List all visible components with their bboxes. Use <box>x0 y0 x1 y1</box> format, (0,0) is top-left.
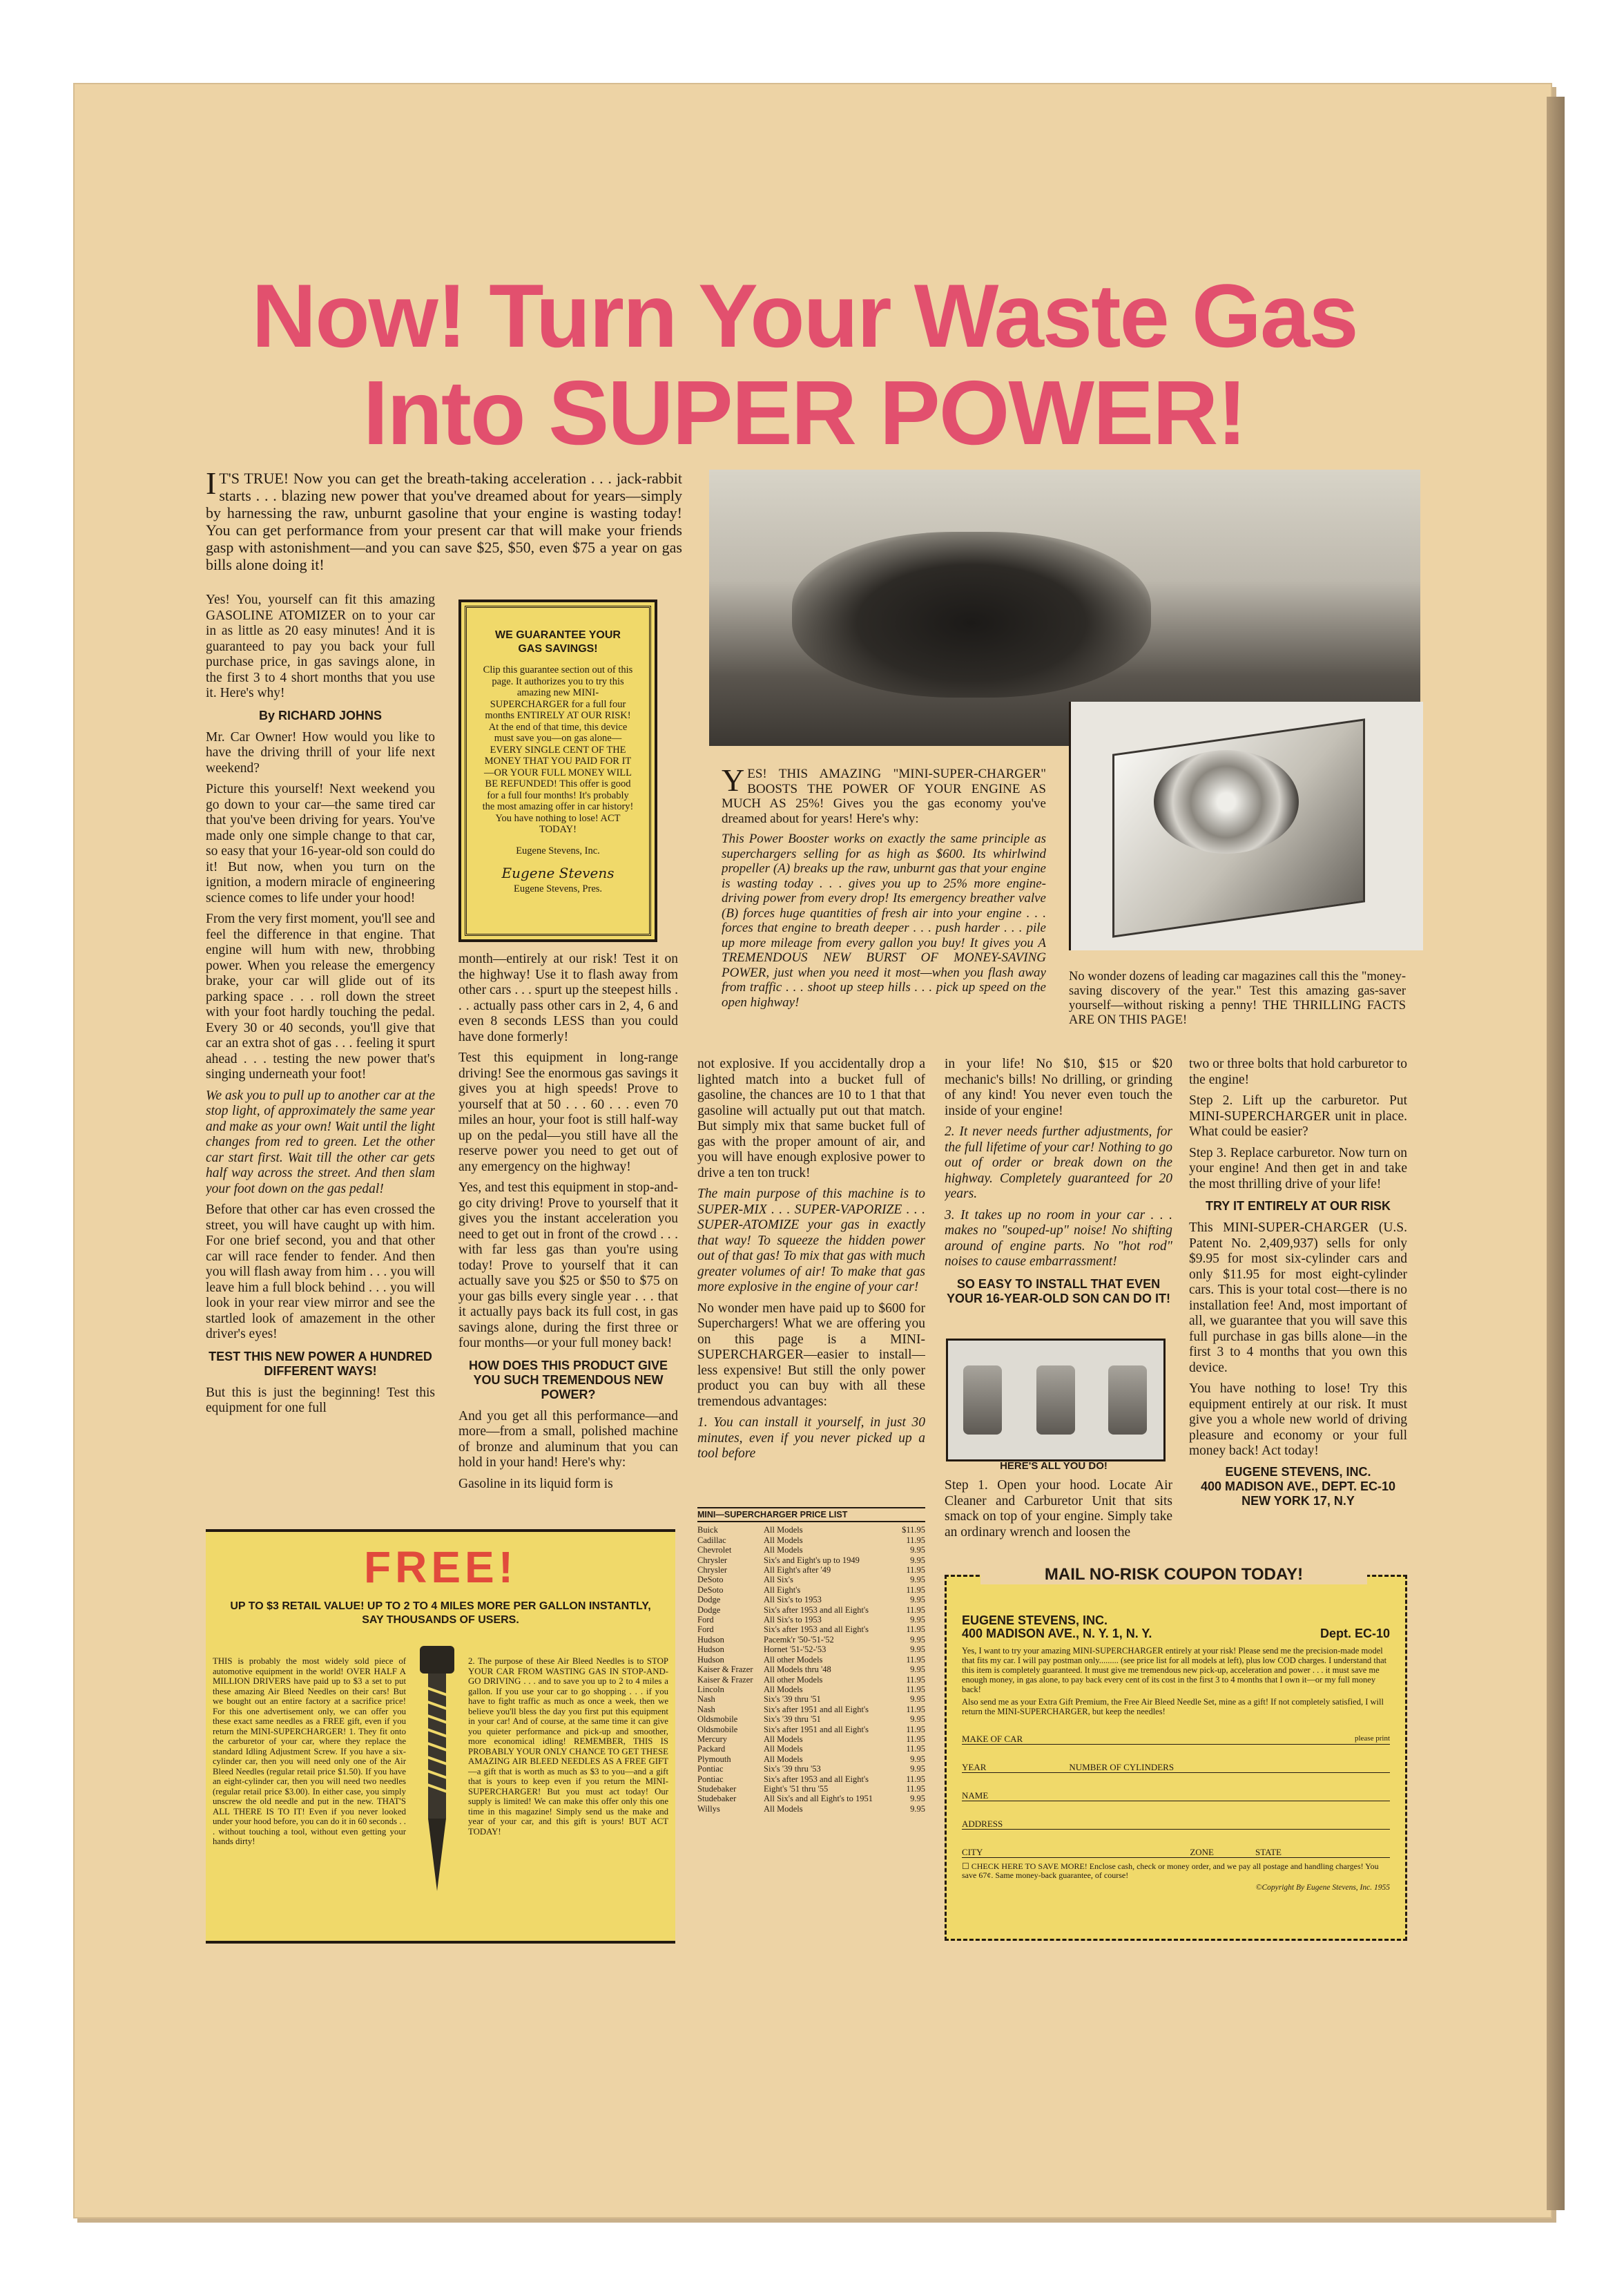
guarantee-certificate <box>458 600 657 942</box>
price-model: All other Models <box>764 1674 823 1685</box>
price-list-row <box>697 1764 925 1774</box>
col3-paragraph-1: not explosive. If you accidentally drop a lighted match into a bucket full of gasoline, the chances are 10 to 1 that that gasoline will actually put out that match. But simply mix that same bucket full of gas with the proper amount of air, and you will have enough explosive power to drive a ten ton truck! <box>697 1057 925 1180</box>
price-list-row <box>697 1535 925 1545</box>
col3-paragraph-2: The main purpose of this machine is to SUPER-MIX . . . SUPER-VAPORIZE . . . SUPER-ATOMIZE your gas in exactly that way! To squeeze the hidden power out of that gas! To mix that gas with much greater volumes of air! To make that gas more explosive in the engine of your car! <box>697 1187 925 1294</box>
price-model: All Six's to 1953 <box>764 1615 822 1625</box>
coupon-body-1: Yes, I want to try your amazing MINI-SUPERCHARGER entirely at your risk! Please send me the precision-made model that fits my car. I will pay postman only......... (see price list for all models at left), plus low COD charges. I understand that this item is completely guaranteed. It must give me tremendous new pick-up, acceleration and power . . . it must save me enough money, in gas alone, to pay back every cent of its cost in the first 3 to 4 months that I own it—or my full money back! <box>962 1646 1387 1694</box>
price-list-row <box>697 1675 925 1685</box>
coupon-address-row <box>962 1629 1390 1639</box>
col1-paragraph-1: Yes! You, yourself can fit this amazing GASOLINE ATOMIZER on to your car in as little as 20 easy minutes! And it is guaranteed to pay you back your full purchase price, in gas savings alone, in the first 3 to 4 short months that you use it. Here's why! <box>206 593 435 700</box>
price-value: 11.95 <box>906 1674 925 1685</box>
price-make: Ford <box>697 1624 714 1635</box>
price-model: Six's after 1953 and all Eight's <box>764 1604 869 1615</box>
price-value: 9.95 <box>910 1754 925 1764</box>
price-value: 11.95 <box>906 1584 925 1595</box>
col3-paragraph-4: 1. You can install it yourself, in just 30 minutes, even if you never picked up a tool before <box>697 1415 925 1461</box>
col5-paragraph-4: This MINI-SUPER-CHARGER (U.S. Patent No. 2,409,937) sells for only $9.95 for most six-cylinder cars and only $11.95 for most eight-cylinder cars. This is your total cost—there is no installation fee! And, most important of all, we guarantee that you will save this full purchase in gas bills alone—in the first 3 to 4 months that you own this device. <box>1189 1220 1407 1375</box>
col1-subhead: TEST THIS NEW POWER A HUNDRED DIFFERENT WAYS! <box>209 1349 432 1378</box>
city-zone-state-field[interactable]: CITY ZONE STATE <box>962 1842 1390 1858</box>
price-list-row <box>697 1645 925 1654</box>
part-caption <box>1069 970 1406 1050</box>
price-model: All Eight's after '49 <box>764 1565 831 1575</box>
guarantee-signature: Eugene Stevens <box>501 865 615 881</box>
coupon-copyright: ©Copyright By Eugene Stevens, Inc. 1955 <box>1255 1883 1390 1892</box>
price-value: 9.95 <box>910 1615 925 1625</box>
price-value: 11.95 <box>906 1535 925 1545</box>
price-model: All other Models <box>764 1654 823 1665</box>
price-value: 9.95 <box>910 1645 925 1655</box>
propeller-image <box>1154 750 1299 854</box>
price-make: Studebaker <box>697 1794 737 1804</box>
diagram-caption: HERE'S ALL YOU DO! <box>1000 1460 1108 1472</box>
article-column-3 <box>697 1057 925 1499</box>
lead-paragraph <box>206 466 682 573</box>
caption-body: This Power Booster works on exactly the same principle as superchargers selling for as high as $600. Its whirlwind propeller (A) breaks up the raw, unburnt gas that your engine is wasting today . . . gives you up to 25% more engine-driving power from every drop! Its emergency breather valve (B) forces huge quantities of fresh air into your engine . . . forces that engine to breath deeper . . . push harder . . . pile up more mileage from every gallon you buy! It gives you A TREMENDOUS NEW BURST OF MONEY-SAVING POWER, just when you need it most—when you flash away from traffic . . . shoot up steep hills . . . pick up speed on the open highway! <box>722 832 1046 1010</box>
col2-paragraph-4: And you get all this performance—and more—from a small, polished machine of bronze and aluminum that you can hold in your hand! Here's why: <box>458 1408 678 1470</box>
free-gift-offer-box <box>206 1529 675 1944</box>
price-list-row <box>697 1725 925 1734</box>
air-bleed-needle-icon <box>413 1646 461 1895</box>
price-make: DeSoto <box>697 1584 724 1595</box>
price-model: All Six's to 1953 <box>764 1595 822 1605</box>
price-list-row <box>697 1605 925 1615</box>
price-model: All Models <box>764 1754 803 1764</box>
coupon-address: 400 MADISON AVE., N. Y. 1, N. Y. <box>962 1627 1152 1640</box>
price-make: Nash <box>697 1704 715 1714</box>
col4-paragraph-2: 2. It never needs further adjustments, for the full lifetime of your car! Nothing to go out of order or break down on the highway. Completely guaranteed for 20 years. <box>945 1124 1172 1201</box>
price-model: All Models <box>764 1803 803 1814</box>
lead-dropcap: I <box>206 466 217 501</box>
price-value: 9.95 <box>910 1575 925 1585</box>
price-value: 11.95 <box>906 1704 925 1714</box>
price-make: Plymouth <box>697 1754 731 1764</box>
price-list-row <box>697 1744 925 1754</box>
col1-paragraph-6: Before that other car has even crossed the street, you will have caught up with him. For one brief second, you and that other car will race fender to fender. And then you will flash away from him . . . you will leave him a full block behind . . . you will look in your rear view mirror and see the startled look of amazement in the other driver's eyes! <box>206 1202 435 1341</box>
price-model: All Six's and all Eight's to 1951 <box>764 1794 873 1804</box>
mail-coupon <box>945 1575 1407 1941</box>
price-value: 9.95 <box>910 1665 925 1675</box>
price-model: Six's after 1953 and all Eight's <box>764 1624 869 1635</box>
year-cylinders-field[interactable]: YEAR NUMBER OF CYLINDERS <box>962 1757 1390 1773</box>
price-make: Dodge <box>697 1595 721 1605</box>
price-value: 11.95 <box>906 1624 925 1635</box>
article-column-2 <box>458 952 678 1517</box>
price-list-row <box>697 1784 925 1794</box>
price-value: 11.95 <box>906 1744 925 1754</box>
price-make: Kaiser & Frazer <box>697 1674 753 1685</box>
price-make: Studebaker <box>697 1783 737 1794</box>
free-subtitle: UP TO $3 RETAIL VALUE! UP TO 2 TO 4 MILES MORE PER GALLON INSTANTLY, SAY THOUSANDS OF USERS. <box>230 1600 651 1626</box>
price-make: Packard <box>697 1744 726 1754</box>
price-value: 11.95 <box>906 1565 925 1575</box>
col5-paragraph-3: Step 3. Replace carburetor. Now turn on your engine! And then get in and take the most thrilling drive of your life! <box>1189 1145 1407 1191</box>
col2-paragraph-3: Yes, and test this equipment in stop-and-go city driving! Prove to yourself that it gives you the instant acceleration you need to get out in front of the crowd . . . with far less gas than you're using today! Prove to yourself that it can actually save you $25 or $50 to $75 on your gas bills every single year . . . that it actually pays back its full cost, in gas savings alone, during the first three or four months—or your full money back! <box>458 1180 678 1350</box>
col1-paragraph-5: We ask you to pull up to another car at the stop light, of approximately the same year and make as your own! Wait until the light changes from red to green. Let the other car start first. Wait till the other car gets half way across the street. And then slam your foot down on the gas pedal! <box>206 1088 435 1196</box>
price-value: 9.95 <box>910 1694 925 1705</box>
price-list-row <box>697 1694 925 1704</box>
price-make: DeSoto <box>697 1575 724 1585</box>
price-make: Nash <box>697 1694 715 1705</box>
guarantee-signer: Eugene Stevens, Pres. <box>513 883 603 894</box>
price-list-row <box>697 1754 925 1764</box>
caption-dropcap: Y <box>722 767 745 798</box>
col1-paragraph-7: But this is just the beginning! Test this equipment for one full <box>206 1385 435 1415</box>
price-model: Six's after 1951 and all Eight's <box>764 1724 869 1734</box>
price-list-title: MINI—SUPERCHARGER PRICE LIST <box>697 1507 925 1522</box>
price-model: Six's '39 thru '53 <box>764 1764 821 1774</box>
col1-paragraph-3: Picture this yourself! Next weekend you go down to your car—the same tired car that you've been driving for years. You've made only one simple change to that car, so easy that your 16-year-old son could do it! But now, when you turn on the ignition, a modern miracle of engineering science comes to life under your hood! <box>206 782 435 905</box>
price-list-row <box>697 1705 925 1714</box>
guarantee-body: Clip this guarantee section out of this page. It authorizes you to try this amazing new MINI-SUPERCHARGER for a full four months ENTIRELY AT OUR RISK! At the end of that time, this device must save you—on gas alone—EVERY SINGLE CENT OF THE MONEY THAT YOU PAID FOR IT—OR YOUR FULL MONEY WILL BE REFUNDED! This offer is good for a full four months! It's probably the most amazing offer in car history! You have nothing to lose! ACT TODAY! <box>482 664 634 835</box>
price-model: Eight's '51 thru '55 <box>764 1783 829 1794</box>
price-model: Six's after 1953 and all Eight's <box>764 1774 869 1784</box>
price-list-row <box>697 1575 925 1584</box>
headline-line-2: Into SUPER POWER! <box>362 362 1246 463</box>
price-model: All Models <box>764 1684 803 1694</box>
price-model: All Models <box>764 1525 803 1535</box>
price-list <box>697 1507 925 1814</box>
price-list-row <box>697 1714 925 1724</box>
page-spine <box>1547 97 1565 2210</box>
price-model: All Six's <box>764 1575 793 1585</box>
price-value: 9.95 <box>910 1555 925 1565</box>
col1-paragraph-4: From the very first moment, you'll see and feel the difference in that engine. That engine will hum with new, throbbing power. When you release the emergency brake, your car will glide out of its parking space . . . roll down the street with your foot hardly touching the pedal. Every 30 or 40 seconds, you'll give that car an extra shot of gas . . . feeling it spurt ahead . . . testing the new power that's singing underneath your foot! <box>206 912 435 1082</box>
price-value: 9.95 <box>910 1545 925 1555</box>
col2-paragraph-1: month—entirely at our risk! Test it on the highway! Use it to flash away from other cars . . . spurt up the steepest hills . . . actually pass other cars in 2, 4, 6 and even 8 seconds LESS than you could have done formerly! <box>458 952 678 1044</box>
col3-paragraph-3: No wonder men have paid up to $600 for Superchargers! What we are offering you on this page is a MINI-SUPERCHARGER—easier to install—less expensive! But still the only power product you can buy with all these tremendous advantages: <box>697 1301 925 1409</box>
price-value: 9.95 <box>910 1794 925 1804</box>
engine-step-image <box>963 1365 1002 1435</box>
price-value: 11.95 <box>906 1654 925 1665</box>
price-model: All Eight's <box>764 1584 801 1595</box>
photo-caption <box>722 767 1046 1043</box>
price-make: Buick <box>697 1525 718 1535</box>
coupon-body-2: Also send me as your Extra Gift Premium, the Free Air Bleed Needle Set, mine as a gift! If not completely satisfied, I will return the MINI-SUPERCHARGER, but keep the needles! <box>962 1697 1384 1716</box>
part-caption-text: No wonder dozens of leading car magazines call this the "money-saving discovery of the year." Test this amazing gas-saver yourself—without risking a penny! THE THRILLING FACTS ARE ON THIS PAGE! <box>1069 970 1406 1027</box>
price-list-row <box>697 1555 925 1565</box>
price-list-row <box>697 1525 925 1535</box>
price-make: Hudson <box>697 1634 724 1645</box>
col5-paragraph-2: Step 2. Lift up the carburetor. Put MINI-SUPERCHARGER unit in place. What could be easier? <box>1189 1093 1407 1139</box>
price-make: Kaiser & Frazer <box>697 1665 753 1675</box>
make-of-car-field[interactable]: MAKE OF CAR please print <box>962 1729 1390 1745</box>
article-column-1 <box>206 593 435 1514</box>
col5-paragraph-5: You have nothing to lose! Try this equipment entirely at our risk. It must give you a whole new world of driving pleasure and economy or your full money back! Act today! <box>1189 1381 1407 1458</box>
col1-paragraph-2: Mr. Car Owner! How would you like to have the driving thrill of your life next weekend? <box>206 729 435 776</box>
price-model: Hornet '51-'52-'53 <box>764 1645 826 1655</box>
price-model: Six's and Eight's up to 1949 <box>764 1555 860 1565</box>
price-list-row <box>697 1665 925 1674</box>
col2-paragraph-2: Test this equipment in long-range driving! See the enormous gas savings it gives you at high speeds! Prove to yourself that at 50 . . . 60 . . . even 70 miles an hour, your foot is still half-way up on the pedal—you still have all the reserve power you need to get out of any emergency on the highway! <box>458 1051 678 1174</box>
guarantee-company: Eugene Stevens, Inc. <box>516 845 600 856</box>
price-value: $11.95 <box>902 1525 925 1535</box>
engine-step-image <box>1036 1365 1075 1435</box>
price-value: 11.95 <box>906 1684 925 1694</box>
coupon-check-option[interactable]: ☐ CHECK HERE TO SAVE MORE! Enclose cash, check or money order, and we pay all postage and handling charges! You save 67¢. Same money-back guarantee, of course! <box>962 1861 1379 1880</box>
price-model: All Models thru '48 <box>764 1665 831 1675</box>
price-value: 9.95 <box>910 1595 925 1605</box>
price-make: Ford <box>697 1615 714 1625</box>
price-model: Pacemk'r '50-'51-'52 <box>764 1634 834 1645</box>
price-list-row <box>697 1774 925 1784</box>
price-model: Six's after 1951 and all Eight's <box>764 1704 869 1714</box>
price-model: All Models <box>764 1734 803 1744</box>
price-make: Chevrolet <box>697 1545 732 1555</box>
article-column-5 <box>1189 1057 1407 1547</box>
coupon-title: MAIL NO-RISK COUPON TODAY! <box>980 1565 1367 1584</box>
col4-paragraph-1: in your life! No $10, $15 or $20 mechanic's bills! No drilling, or grinding of any kind! You never even touch the inside of your engine! <box>945 1057 1172 1118</box>
free-right-text: 2. The purpose of these Air Bleed Needles is to STOP YOUR CAR FROM WASTING GAS IN STOP-AND-GO DRIVING . . . and to save you up to 2 to 4 miles a gallon. If you use your car to go shopping . . . if you have to fight traffic as much as once a week, then we believe you'll bless the day you first put this equipment in your car! And of course, at the same time it can give you quieter performance and pick-up and smoother, more economical idling! REMEMBER, THIS IS PROBABLY YOUR ONLY CHANCE TO GET THESE AMAZING AIR BLEED NEEDLES AS A FREE GIFT—a gift that is worth as much as $3 to you—and a gift that is yours to keep even if you return the MINI-SUPERCHARGER! But you must act today! Our supply is limited! We can make this offer only this one time in this magazine! Simply send us the make and year of your car, and this gift is yours! BUT ACT TODAY! <box>468 1656 668 1837</box>
article-column-4-bottom <box>945 1478 1172 1554</box>
price-list-row <box>697 1635 925 1645</box>
address-field[interactable]: ADDRESS <box>962 1814 1390 1830</box>
blurred-car-image <box>792 532 1151 698</box>
price-model: All Models <box>764 1545 803 1555</box>
free-title: FREE! <box>364 1542 517 1592</box>
price-value: 9.95 <box>910 1634 925 1645</box>
price-value: 11.95 <box>906 1724 925 1734</box>
article-column-4 <box>945 1057 1172 1333</box>
company-city: NEW YORK 17, N.Y <box>1241 1493 1355 1508</box>
price-make: Lincoln <box>697 1684 724 1694</box>
price-make: Chrysler <box>697 1555 728 1565</box>
price-value: 11.95 <box>906 1783 925 1794</box>
price-make: Chrysler <box>697 1565 728 1575</box>
col4-paragraph-4: Step 1. Open your hood. Locate Air Cleaner and Carburetor Unit that sits smack on top of your engine. Simply take an ordinary wrench and loosen the <box>945 1478 1172 1540</box>
col2-paragraph-5: Gasoline in its liquid form is <box>458 1476 613 1491</box>
price-list-row <box>697 1655 925 1665</box>
price-list-row <box>697 1585 925 1595</box>
price-list-row <box>697 1804 925 1814</box>
price-model: All Models <box>764 1744 803 1754</box>
company-street: 400 MADISON AVE., DEPT. EC-10 <box>1200 1479 1396 1493</box>
price-list-row <box>697 1685 925 1694</box>
price-make: Pontiac <box>697 1774 724 1784</box>
price-value: 11.95 <box>906 1774 925 1784</box>
col5-paragraph-1: two or three bolts that hold carburetor to the engine! <box>1189 1057 1407 1087</box>
price-list-row <box>697 1734 925 1744</box>
price-make: Oldsmobile <box>697 1724 738 1734</box>
price-list-row <box>697 1624 925 1634</box>
mini-supercharger-photo <box>1069 702 1423 950</box>
col5-subhead: TRY IT ENTIRELY AT OUR RISK <box>1205 1199 1391 1213</box>
free-left-text: THIS is probably the most widely sold piece of automotive equipment in the world! OVER HALF A MILLION DRIVERS have paid up to $3 a set to put these amazing Air Bleed Needles on their cars! But we bought out an entire factory at a sacrifice price! For this one advertisement only, we can offer you these exact same needles as a FREE gift, even if you return the MINI-SUPERCHARGER! 1. They fit onto the carburetor of your car, where they replace the standard Idling Adjustment Screw. If you have a six-cylinder car, then you will need only one of the Air Bleed Needles (regular retail price $1.50). If you have an eight-cylinder car, then you will need two needles (regular retail price $3.00). In either case, you simply unscrew the old needle and put in the new. THAT'S ALL THERE IS TO IT! Even if you never looked under your hood before, you can do it in 60 seconds . . . without touching a tool, without even getting your hands dirty! <box>213 1656 406 1846</box>
col2-subhead: HOW DOES THIS PRODUCT GIVE YOU SUCH TREMENDOUS NEW POWER? <box>468 1358 668 1401</box>
price-value: 9.95 <box>910 1714 925 1725</box>
col4-paragraph-3: 3. It takes up no room in your car . . . makes no "souped-up" noise! No shifting around of engine parts. No "hot rod" noises to cause embarrassment! <box>945 1207 1172 1269</box>
lead-text: T'S TRUE! Now you can get the breath-taking acceleration . . . jack-rabbit starts . . . blazing new power that you've dreamed about for years—simply by harnessing the raw, unburnt gasoline that your engine is wasting today! You can get performance from your present car that will make your friends gasp with astonishment—and you can save $25, $50, even $75 a year on gas bills alone doing it! <box>206 470 682 573</box>
price-list-row <box>697 1615 925 1624</box>
col4-subhead: SO EASY TO INSTALL THAT EVEN YOUR 16-YEAR-OLD SON CAN DO IT! <box>946 1276 1171 1305</box>
price-make: Willys <box>697 1803 720 1814</box>
price-value: 11.95 <box>906 1604 925 1615</box>
price-make: Hudson <box>697 1654 724 1665</box>
price-list-row <box>697 1545 925 1555</box>
coupon-dept: Dept. EC-10 <box>1320 1627 1390 1640</box>
price-make: Hudson <box>697 1645 724 1655</box>
guarantee-title: WE GUARANTEE YOUR GAS SAVINGS! <box>495 629 621 655</box>
price-model: All Models <box>764 1535 803 1545</box>
headline-line-1: Now! Turn Your Waste Gas <box>251 265 1357 366</box>
company-name: EUGENE STEVENS, INC. <box>1225 1464 1371 1479</box>
price-list-row <box>697 1565 925 1575</box>
byline: By RICHARD JOHNS <box>258 708 383 722</box>
price-list-row <box>697 1794 925 1803</box>
coupon-company: EUGENE STEVENS, INC. <box>962 1613 1108 1627</box>
price-model: Six's '39 thru '51 <box>764 1694 821 1705</box>
price-list-row <box>697 1595 925 1604</box>
price-make: Pontiac <box>697 1764 724 1774</box>
engine-step-image <box>1108 1365 1147 1435</box>
price-value: 11.95 <box>906 1734 925 1744</box>
price-make: Mercury <box>697 1734 728 1744</box>
price-value: 9.95 <box>910 1764 925 1774</box>
price-model: Six's '39 thru '51 <box>764 1714 821 1725</box>
name-field[interactable]: NAME <box>962 1785 1390 1801</box>
price-list-rows <box>697 1525 925 1814</box>
price-value: 9.95 <box>910 1803 925 1814</box>
price-make: Cadillac <box>697 1535 726 1545</box>
price-make: Oldsmobile <box>697 1714 738 1725</box>
caption-intro: ES! THIS AMAZING "MINI-SUPER-CHARGER" BOOSTS THE POWER OF YOUR ENGINE AS MUCH AS 25%! Gives you the gas economy you've dreamed about for years! Here's why: <box>722 767 1046 826</box>
price-make: Dodge <box>697 1604 721 1615</box>
installation-diagram <box>946 1339 1166 1461</box>
